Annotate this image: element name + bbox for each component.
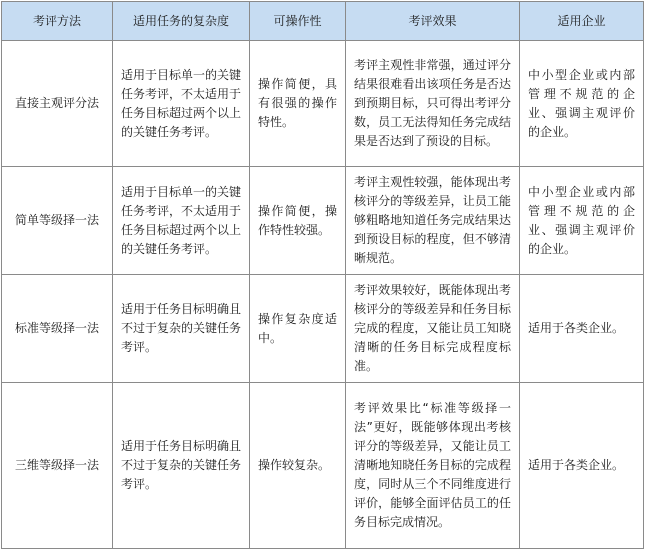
cell-effect: 考评效果比“标准等级择一法”更好，既能够体现出考核评分的等级差异，又能让员工清晰地知晓任务目标的完成程度，同时从三个不同维度进行评价，能够全面评估员工的任务目标完成情况。 [346,383,520,549]
table-row [2,383,644,549]
cell-complexity: 适用于任务目标明确且不过于复杂的关键任务考评。 [113,383,250,549]
header-enterprise: 适用企业 [520,2,644,41]
table-row [2,167,644,275]
comparison-table-container [1,1,643,549]
cell-effect: 考评主观性非常强，通过评分结果很难看出该项任务是否达到预期目标，只可得出考评分数，员工无法得知任务完成结果是否达到了预设的目标。 [346,41,520,167]
cell-complexity: 适用于目标单一的关键任务考评，不太适用于任务目标超过两个以上的关键任务考评。 [113,41,250,167]
header-effect: 考评效果 [346,2,520,41]
header-operability: 可操作性 [250,2,346,41]
cell-effect: 考评主观性较强，能体现出考核评分的等级差异，让员工能够粗略地知道任务完成结果达到预设目标的程度，但不够清晰规范。 [346,167,520,275]
header-row [2,2,644,41]
cell-enterprise: 适用于各类企业。 [520,383,644,549]
evaluation-method-table [1,1,644,549]
header-method: 考评方法 [2,2,113,41]
header-complexity: 适用任务的复杂度 [113,2,250,41]
cell-complexity: 适用于目标单一的关键任务考评，不太适用于任务目标超过两个以上的关键任务考评。 [113,167,250,275]
cell-enterprise: 中小型企业或内部管理不规范的企业、强调主观评价的企业。 [520,167,644,275]
cell-enterprise: 适用于各类企业。 [520,275,644,383]
cell-operability: 操作简便，操作特性较强。 [250,167,346,275]
cell-operability: 操作较复杂。 [250,383,346,549]
cell-enterprise: 中小型企业或内部管理不规范的企业、强调主观评价的企业。 [520,41,644,167]
cell-method: 直接主观评分法 [2,41,113,167]
cell-operability: 操作复杂度适中。 [250,275,346,383]
cell-method: 简单等级择一法 [2,167,113,275]
cell-operability: 操作简便，具有很强的操作特性。 [250,41,346,167]
table-row [2,275,644,383]
cell-method: 三维等级择一法 [2,383,113,549]
cell-method: 标准等级择一法 [2,275,113,383]
table-row [2,41,644,167]
cell-effect: 考评效果较好，既能体现出考核评分的等级差异和任务目标完成的程度，又能让员工知晓清晰的任务目标完成程度标准。 [346,275,520,383]
cell-complexity: 适用于任务目标明确且不过于复杂的关键任务考评。 [113,275,250,383]
